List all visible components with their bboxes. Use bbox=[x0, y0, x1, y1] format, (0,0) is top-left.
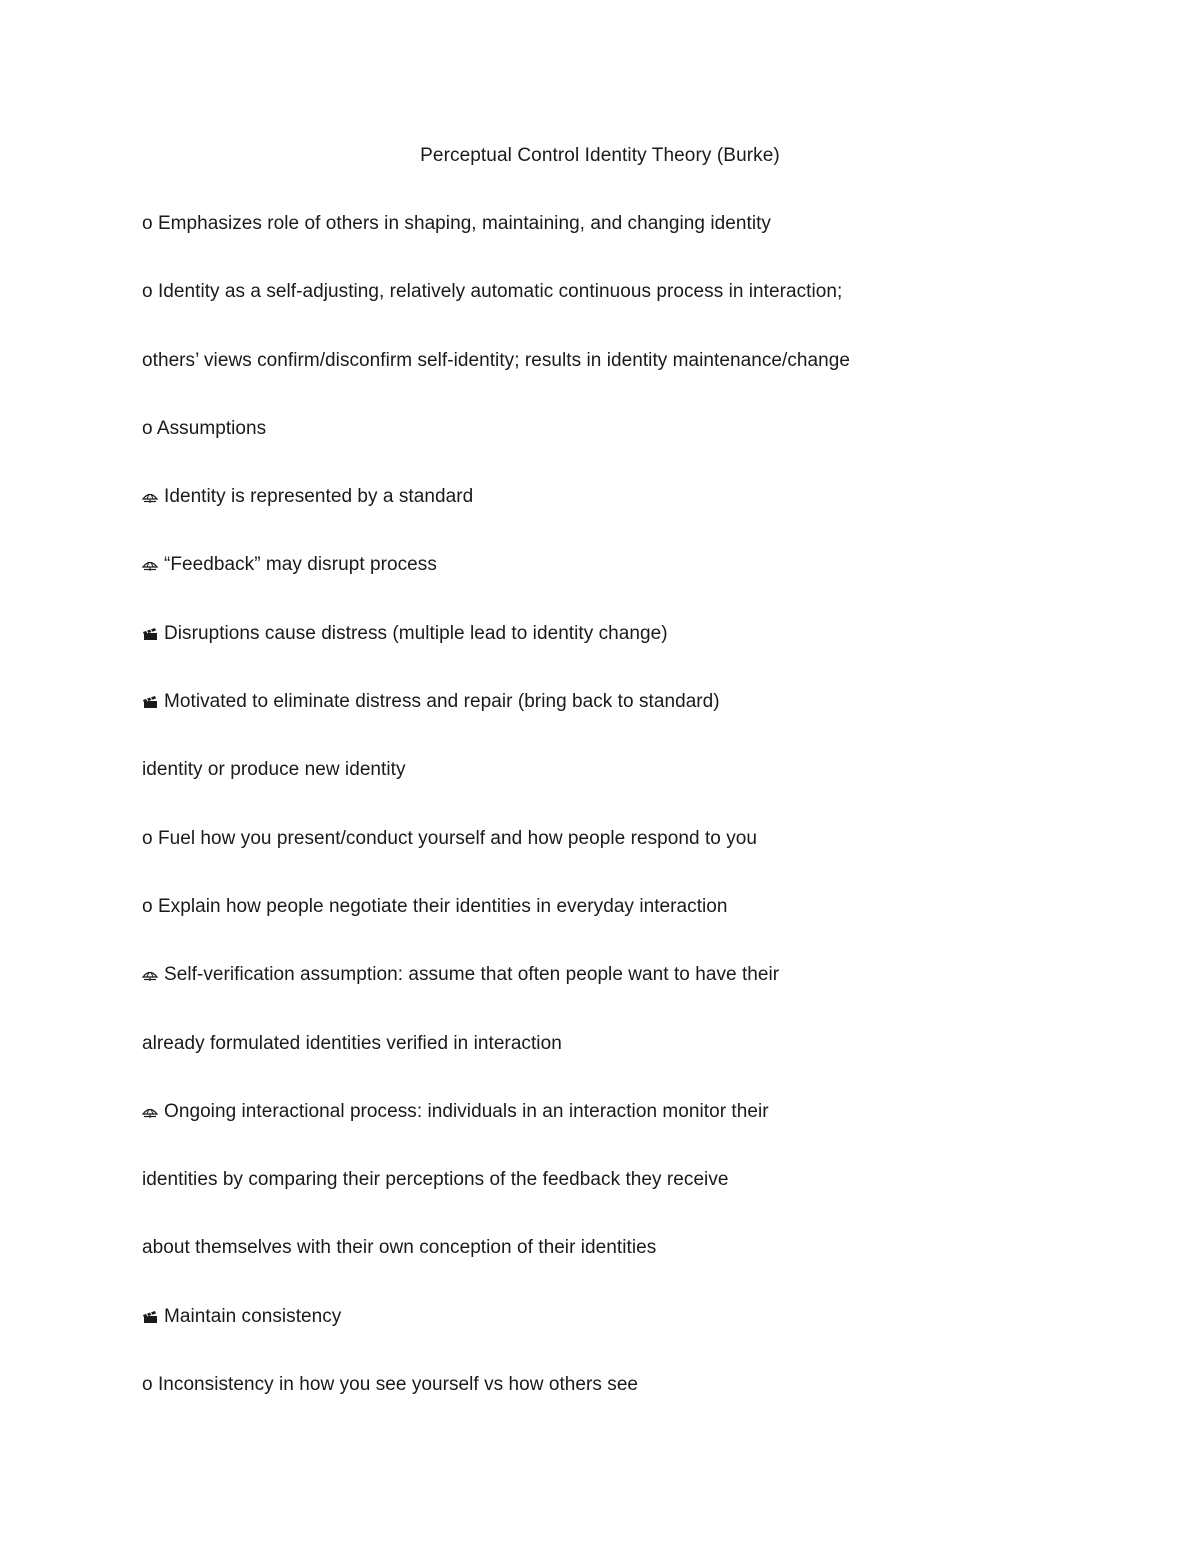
list-item bbox=[142, 621, 1142, 689]
list-item bbox=[142, 416, 1142, 484]
list-item bbox=[142, 279, 1142, 347]
list-item bbox=[142, 1099, 1142, 1167]
list-item bbox=[142, 894, 1142, 962]
line-text: Self-verification assumption: assume that often people want to have their bbox=[164, 964, 780, 986]
line-text: o Identity as a self-adjusting, relatively automatic continuous process in interaction; bbox=[142, 281, 843, 303]
notes-list bbox=[142, 211, 1142, 1440]
line-text: o Assumptions bbox=[142, 417, 267, 439]
list-item bbox=[142, 757, 1142, 825]
list-item bbox=[142, 211, 1142, 279]
line-text: identity or produce new identity bbox=[142, 759, 406, 781]
line-text: identities by comparing their perceptions of the feedback they receive bbox=[142, 1169, 729, 1191]
umbrella-icon bbox=[142, 968, 158, 982]
clapperboard-icon bbox=[142, 695, 158, 709]
list-item bbox=[142, 826, 1142, 894]
line-text: about themselves with their own conception of their identities bbox=[142, 1237, 657, 1259]
list-item bbox=[142, 1031, 1142, 1099]
umbrella-icon bbox=[142, 558, 158, 572]
list-item bbox=[142, 1372, 1142, 1440]
clapperboard-icon bbox=[142, 627, 158, 641]
line-text: o Fuel how you present/conduct yourself and how people respond to you bbox=[142, 827, 758, 849]
list-item bbox=[142, 1235, 1142, 1303]
line-text: o Inconsistency in how you see yourself vs how others see bbox=[142, 1374, 639, 1396]
line-text: o Explain how people negotiate their identities in everyday interaction bbox=[142, 895, 728, 917]
line-text: others’ views confirm/disconfirm self-identity; results in identity maintenance/change bbox=[142, 349, 850, 371]
line-text: Identity is represented by a standard bbox=[164, 486, 474, 508]
clapperboard-icon bbox=[142, 1310, 158, 1324]
list-item bbox=[142, 484, 1142, 552]
umbrella-icon bbox=[142, 1105, 158, 1119]
line-text: o Emphasizes role of others in shaping, maintaining, and changing identity bbox=[142, 213, 771, 234]
list-item bbox=[142, 1304, 1142, 1372]
umbrella-icon bbox=[142, 490, 158, 504]
list-item bbox=[142, 348, 1142, 416]
line-text: “Feedback” may disrupt process bbox=[164, 554, 437, 576]
list-item bbox=[142, 552, 1142, 620]
line-text: Maintain consistency bbox=[164, 1305, 342, 1327]
page-title: Perceptual Control Identity Theory (Burke) bbox=[420, 145, 780, 166]
line-text: Ongoing interactional process: individuals in an interaction monitor their bbox=[164, 1100, 769, 1122]
line-text: Disruptions cause distress (multiple lead to identity change) bbox=[164, 622, 668, 644]
list-item bbox=[142, 962, 1142, 1030]
line-text: Motivated to eliminate distress and repair (bring back to standard) bbox=[164, 691, 720, 713]
line-text: already formulated identities verified in interaction bbox=[142, 1032, 562, 1054]
list-item bbox=[142, 1167, 1142, 1235]
list-item bbox=[142, 689, 1142, 757]
